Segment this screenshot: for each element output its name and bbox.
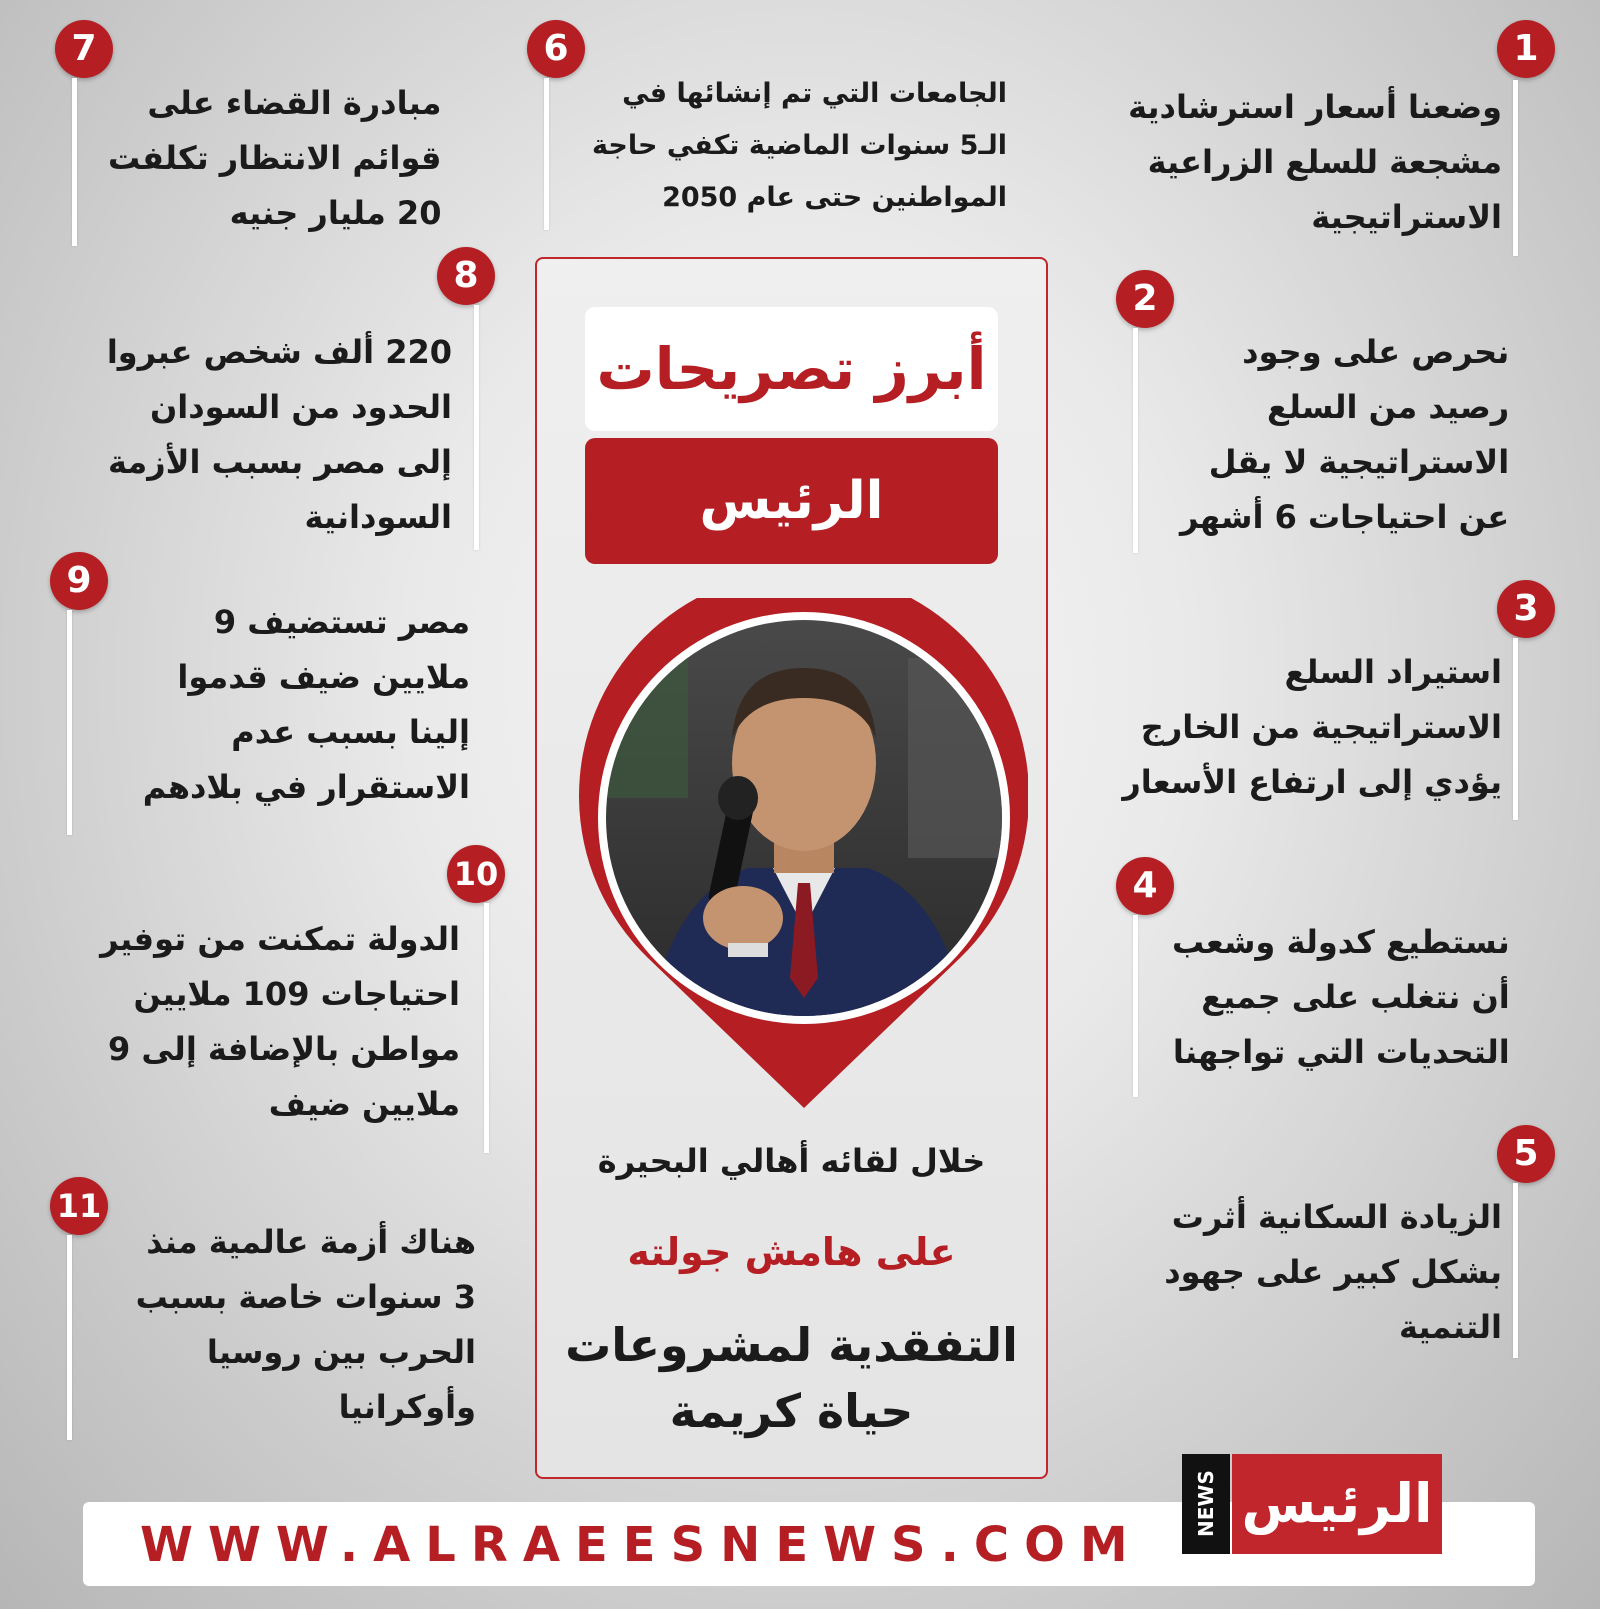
- item-divider-10: [484, 903, 489, 1153]
- item-line: احتياجات 109 ملايين: [133, 975, 460, 1013]
- brand-logo: الرئيس: [1232, 1454, 1442, 1554]
- item-text-5: [1164, 1190, 1502, 1355]
- item-text-4: [1172, 915, 1510, 1080]
- item-line: الدولة تمكنت من توفير: [100, 920, 460, 958]
- item-number-3: 3: [1497, 580, 1555, 638]
- page-title: أبرز تصريحات: [585, 307, 998, 431]
- item-number-1: 1: [1497, 20, 1555, 78]
- item-line: نستطيع كدولة وشعب: [1172, 923, 1510, 961]
- item-line: الـ5 سنوات الماضية تكفي حاجة: [592, 130, 1008, 161]
- caption-line-2: على هامش جولته: [627, 1230, 956, 1274]
- item-line: وضعنا أسعار استرشادية: [1128, 88, 1502, 126]
- item-line: المواطنين حتى عام 2050: [662, 182, 1008, 213]
- president-photo-pin: [578, 598, 1028, 1118]
- item-line: إلى مصر بسبب الأزمة: [108, 443, 452, 481]
- logo-news-text: NEWS: [1194, 1470, 1218, 1538]
- item-divider-8: [474, 305, 479, 550]
- portrait-pin-graphic: [578, 598, 1028, 1118]
- caption-line-3: التفقدية لمشروعات: [565, 1318, 1018, 1372]
- item-line: السودانية: [304, 498, 452, 536]
- item-text-6: [592, 68, 1007, 224]
- page-subtitle: الرئيس: [585, 438, 998, 564]
- item-line: 220 ألف شخص عبروا: [106, 333, 452, 371]
- item-line: 3 سنوات خاصة بسبب: [135, 1278, 476, 1316]
- item-line: عن احتياجات 6 أشهر: [1180, 498, 1510, 536]
- item-number-11: 11: [50, 1177, 108, 1235]
- item-line: الزيادة السكانية أثرت: [1171, 1198, 1502, 1236]
- item-line: مبادرة القضاء على: [147, 84, 442, 122]
- item-line: الاستراتيجية من الخارج: [1140, 708, 1502, 746]
- item-line: الحرب بين روسيا: [206, 1333, 476, 1371]
- item-line: رصيد من السلع: [1266, 388, 1510, 426]
- item-line: مصر تستضيف 9: [213, 603, 470, 641]
- item-line: هناك أزمة عالمية منذ: [146, 1223, 476, 1261]
- item-line: الاستراتيجية: [1311, 198, 1502, 236]
- item-line: نحرص على وجود: [1242, 333, 1510, 371]
- item-number-10: 10: [447, 845, 505, 903]
- item-line: ملايين ضيف: [268, 1085, 460, 1123]
- item-text-3: [1122, 645, 1502, 810]
- item-line: ملايين ضيف قدموا: [177, 658, 470, 696]
- item-line: وأوكرانيا: [338, 1388, 476, 1426]
- item-number-5: 5: [1497, 1125, 1555, 1183]
- item-line: الحدود من السودان: [149, 388, 452, 426]
- item-text-2: [1180, 325, 1509, 545]
- item-divider-1: [1513, 80, 1518, 256]
- item-number-8: 8: [437, 247, 495, 305]
- item-text-11: [118, 1215, 476, 1435]
- caption-line-1: خلال لقائه أهالي البحيرة: [597, 1142, 986, 1180]
- item-divider-9: [67, 610, 72, 835]
- item-line: استيراد السلع: [1284, 653, 1502, 691]
- item-number-9: 9: [50, 552, 108, 610]
- item-divider-6: [544, 78, 549, 230]
- item-divider-4: [1133, 915, 1138, 1097]
- item-line: الجامعات التي تم إنشائها في: [622, 78, 1008, 109]
- item-line: مشجعة للسلع الزراعية: [1147, 143, 1502, 181]
- item-line: قوائم الانتظار تكلفت: [108, 139, 442, 177]
- item-line: أن نتغلب على جميع: [1201, 978, 1510, 1016]
- caption-line-4: حياة كريمة: [669, 1384, 914, 1438]
- item-text-10: [62, 912, 460, 1132]
- item-divider-2: [1133, 328, 1138, 553]
- item-line: التحديات التي تواجهنا: [1172, 1033, 1510, 1071]
- item-line: إلينا بسبب عدم: [231, 713, 470, 751]
- item-divider-5: [1513, 1183, 1518, 1358]
- item-divider-7: [72, 78, 77, 246]
- item-text-8: [100, 325, 452, 545]
- item-line: الاستقرار في بلادهم: [142, 768, 470, 806]
- item-number-6: 6: [527, 20, 585, 78]
- website-url[interactable]: WWW.ALRAEESNEWS.COM: [140, 1517, 1143, 1573]
- item-line: مواطن بالإضافة إلى 9: [108, 1030, 460, 1068]
- item-line: الاستراتيجية لا يقل: [1208, 443, 1510, 481]
- item-line: يؤدي إلى ارتفاع الأسعار: [1122, 763, 1502, 801]
- item-text-9: [118, 595, 470, 815]
- item-number-7: 7: [55, 20, 113, 78]
- item-divider-11: [67, 1235, 72, 1440]
- item-line: 20 مليار جنيه: [229, 194, 442, 232]
- item-text-1: [1128, 80, 1502, 245]
- item-text-7: [108, 76, 441, 241]
- item-line: التنمية: [1398, 1308, 1502, 1346]
- item-number-4: 4: [1116, 857, 1174, 915]
- item-number-2: 2: [1116, 270, 1174, 328]
- item-divider-3: [1513, 638, 1518, 820]
- item-line: بشكل كبير على جهود: [1164, 1253, 1502, 1291]
